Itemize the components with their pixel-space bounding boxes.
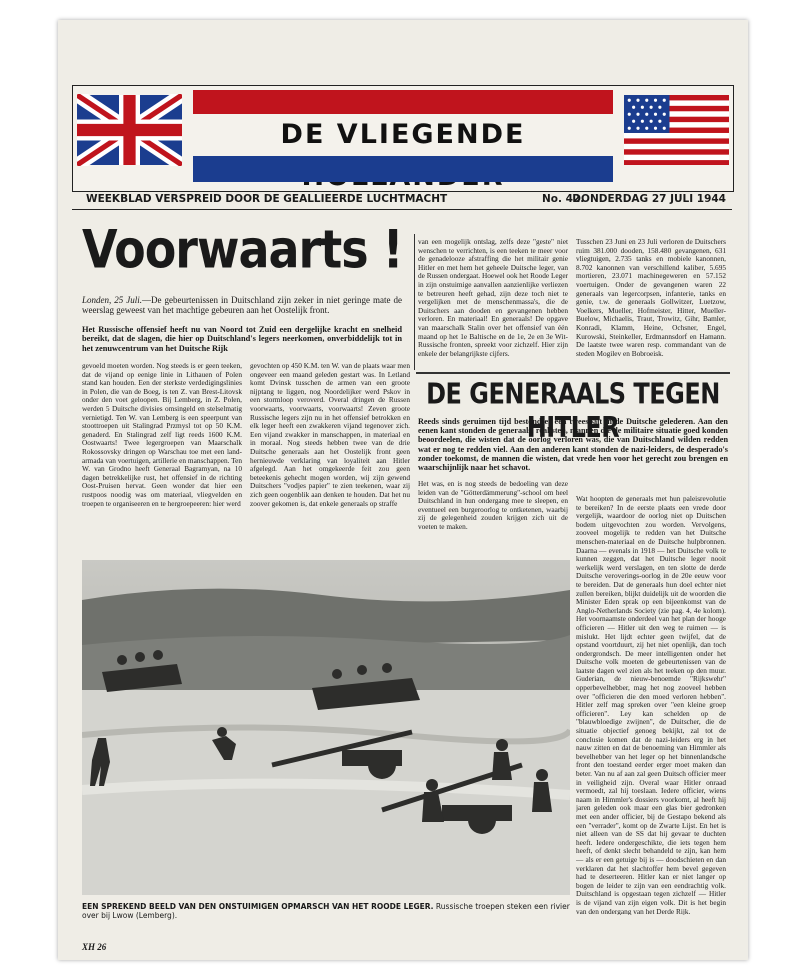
article1-column-3: van een mogelijk ontslag, zelfs deze "geste" niet wenschen te verrichten, is een teeken te meer voor de genadelooze afstraffing die het militair genie Hitler en met hem het geheele Duitsche leger, van de Russen ondergaat. Hoewel ook het Roode Leger in zijn onstuimige aanvallen aanzienlijke verliezen te betreuren heeft gehad, zijn deze toch niet te vergelijken met de menschenmassa's, die de Duitschers aan dooden en gevangenen hebben verloren. En materiaal! En generaals! De opgave van maarschalk Stalin over het offensief van één maand op het 1e Baltische en de 1e, 2e en 3e Wit-Russische fronten, spreekt voor zichzelf. Hier zijn enkele der belangrijkste cijfers. — [418, 238, 568, 358]
headline-generaals: DE GENERAALS TEGEN HITLER — [426, 377, 720, 445]
newspaper-title: DE VLIEGENDE — [193, 114, 613, 156]
newspaper-page — [58, 20, 748, 960]
masthead-red-stripe — [193, 90, 613, 116]
column-divider — [414, 234, 415, 370]
dateline: Londen, 25 Juli. — [82, 295, 143, 305]
masthead-blue-stripe — [193, 156, 613, 182]
print-code: XH 26 — [82, 942, 107, 952]
article2-column-1: Het was, en is nog steeds de bedoeling van deze leiden van de "Götterdämmerung"-school om heel Duitschland in hun ondergang mee te sleepen, en eventueel een burgeroorlog te ontketenen, waarbij zij de gelegenheid zouden krijgen zich uit de voeten te maken. — [418, 480, 568, 531]
us-flag-icon — [624, 94, 729, 166]
section-rule — [416, 372, 730, 374]
issue-date: DONDERDAG 27 JULI 1944 — [572, 193, 726, 205]
photo-caption — [82, 902, 572, 920]
lead-text: —De gebeurtenissen in Duitschland zijn zeker in niet geringe mate de weerslag geweest van het machtige gebeuren aan het Oostelijk front. — [82, 295, 402, 315]
masthead-subline — [72, 193, 732, 210]
article2-column-2: Wat hoopten de generaals met hun paleisrevolutie te bereiken? In de eerste plaats een vrede door vergelijk, waardoor de oorlog niet op Duitschen bodem uitgevochten zou worden. Vervolgens, zooveel mogelijk te redden van het Duitsche menschen-materiaal en de Duitsche hulpbronnen. Daarna — evenals in 1918 — het Duitsche volk te kunnen zeggen, dat het Duitsche leger nooit werkelijk werd verslagen, en ten slotte de derde Duitsche veroverings-oorlog in de 20e eeuw voor te bereiden. Dat de generaals hun doel echter niet zullen bereiken, blijkt duidelijk uit de woorden die Minister Eden sprak op een bijeenkomst van de Anglo-Netherlands Society (zie pag. 4, 4e kolom). Het voornaamste onderdeel van het plan der hooge officieren — Hitler uit den weg te ruimen — is mislukt. Het lijdt echter geen twijfel, dat de opstand voortduurt, zij het niet openlijk, dan toch ondergrondsch. De meer intelligenten onder het Duitsche volk moeten de gebeurtenissen van de laatste dagen wel zien als het teeken op den muur. Guderian, de nieuw-benoemde "Rijkswehr" opperbevelhebber, mag het nog zooveel hebben over "officieren die den moed verloren hebben". Hitler zelf mag spreken over "een kleine groep officieren". Ley kan schelden op de "blauwbloedige zwijnen", de Duitscher, die de situatie objectief genoeg bekijkt, zal tot de conclusie komen dat de nazi-leiders erg in het nauw zitten en dat de benoeming van Himmler als bevelhebber van het leger op het binnenlandsche front den toestand eerder erger moet maken dan beter. Van nu af aan zal geen Duitsch officier meer in veiligheid zijn. Overal waar Hitler onraad vermoedt, zal hij toeslaan. Iedere officier, wiens naam in Himmler's dossiers voorkomt, al heeft hij jaren geleden ook maar een glas bier gedronken met een ander officier, bij de Gestapo bekend als een "verrader", komt op de Zwarte Lijst. En het is niet alleen van de SS dat hij gevaar te duchten heeft. Iedere ondergeschikte, die iets tegen hem heeft, of denkt slecht behandeld te zijn, kan hem — als er een getuige bij is — doodschieten en dan verklaren dat het slachtoffer hem bevel gegeven had te deserteeren. Hitler kan er niet langer op bogen de leider te zijn van een eendrachtig volk. Duitschland is opgestaan tegen zichzelf — Hitler is de vijand van zijn eigen volk. Dit is het begin van den ondergang van het Derde Rijk. — [576, 495, 726, 915]
article1-column-4: Tusschen 23 Juni en 23 Juli verloren de Duitschers ruim 381.000 dooden, 158.480 gevangenen, 631 vliegtuigen, 2.735 tanks en mobiele kanonnen, 8.702 kanonnen van verschillend kaliber, 5.695 mortieren, 23.071 machinegeweren en 57.152 voertuigen. Onder de gevangenen waren 22 generaals van legercorpsen, infanterie, tanks en genie, t.w. de generaals Gollwitzer, Luetzow, Voelkers, Mueller, Hofmeister, Hitter, Mueller-Buelow, Michaelis, Traut, Trowitz, Gihr, Bamler, Konradi, Klamm, Heine, Ochsner, Engel, Kurowski, Steinkeller, Erdmannsdorf en Hamann. De laatste twee waren resp. commandant van de steden Mogilev en Bobroeisk. — [576, 238, 726, 358]
headline-voorwaarts: Voorwaarts ! — [82, 218, 403, 281]
issue-number: No. 42. — [542, 193, 585, 205]
caption-bold: EEN SPREKEND BEELD VAN DEN ONSTUIMIGEN OPMARSCH VAN HET ROODE LEGER. — [82, 902, 434, 911]
subtitle: WEEKBLAD VERSPREID DOOR DE GEALLIEERDE LUCHTMACHT — [86, 193, 448, 205]
river-crossing-photo-illustration — [82, 560, 570, 895]
union-jack-flag-icon — [77, 94, 182, 166]
caption-text: Russische troepen steken een rivier over bij Lwow (Lemberg). — [82, 902, 570, 920]
masthead — [72, 85, 734, 192]
news-photo — [82, 560, 570, 895]
article1-column-1: gevoeld moeten worden. Nog steeds is er geen teeken, dat de vijand op eenige linie in Lithauen of Polen stand kan houden. Een der sterkste verdedigingslinies in Polen, die van de Boeg, is ten Z. van Brest-Litovsk onder den voet geloopen. Bij Lemberg, in Z. Polen, werden 5 Duitsche divisies omsingeld en stelselmatig vernietigd. Ten W. van Lemberg is een speerpunt van stoottroepen uit Stalingrad Przmysl tot op 50 K.M. genaderd. En Stalingrad zelf ligt reeds 1600 K.M. Oostwaarts! Twee legergroepen van Maarschalk Rokossovsky dringen op Warschau toe met een land-armada van voertuigen, artillerie en manschappen. Ten W. van Grodno heeft Generaal Bagramyan, na 10 dagen betrekkelijke rust, het offensief in de richting Oost-Pruisen hervat. Geen wonder dat hier een rustpoos noodig was om materiaal, vliegvelden en troepen te organiseeren en te hergroepeeren: hier werd — [82, 362, 242, 508]
article1-lead — [82, 295, 402, 315]
article2-lead-bold: Reeds sinds geruimen tijd bestond er een tweespalt in de Duitsche gelederen. Aan den eenen kant stonden de generaals, realisten, mannen die de militaire situatie goed konden beoordeelen, die wisten dat de oorlog verloren was, die van Duitschland wilden redden wat er nog te redden viel. Aan den anderen kant stonden de nazi-leiders, de desperado's zonder toekomst, de mannen die wisten, dat vrede hen voor het gerecht zou brengen en waarschijnlijk naar het schavot. — [418, 417, 728, 473]
article1-lead-bold: Het Russische offensief heeft nu van Noord tot Zuid een dergelijke kracht en snelheid bereikt, dat de slagen, die hier op Duitschland's legers neerkomen, onverbiddelijk tot in het zenuwcentrum van het Duitsche Rijk — [82, 325, 402, 353]
article1-column-2: gevochten op 450 K.M. ten W. van de plaats waar men ongeveer een maand geleden gestart was. In Letland komt Dvinsk tusschen de armen van een groote nijptang te liggen, nog Noordelijker werd Pskov in een stormloop veroverd. Overal dringen de Russen voorwaarts, voorwaarts, voorwaarts! Zeven groote Russische legers zijn nu in het offensief betrokken en elk leger heeft een zwakkeren vijand tegenover zich. Een vijand zwakker in manschappen, in materiaal en in moraal. Nog steeds hebben twee van de drie Duitsche generaals aan het Oostelijk front geen hernieuwde verklaring van loyaliteit aan Hitler afgelegd. Aan het omgekeerde feit zou geen beteekenis gehecht mogen worden, wij zijn gewend Duitschers "vodjes papier" te zien teekenen, waar zij zich geen oogenblik aan denken te houden. Dat het nu zoover gekomen is, dat enkele generaals op straffe — [250, 362, 410, 508]
